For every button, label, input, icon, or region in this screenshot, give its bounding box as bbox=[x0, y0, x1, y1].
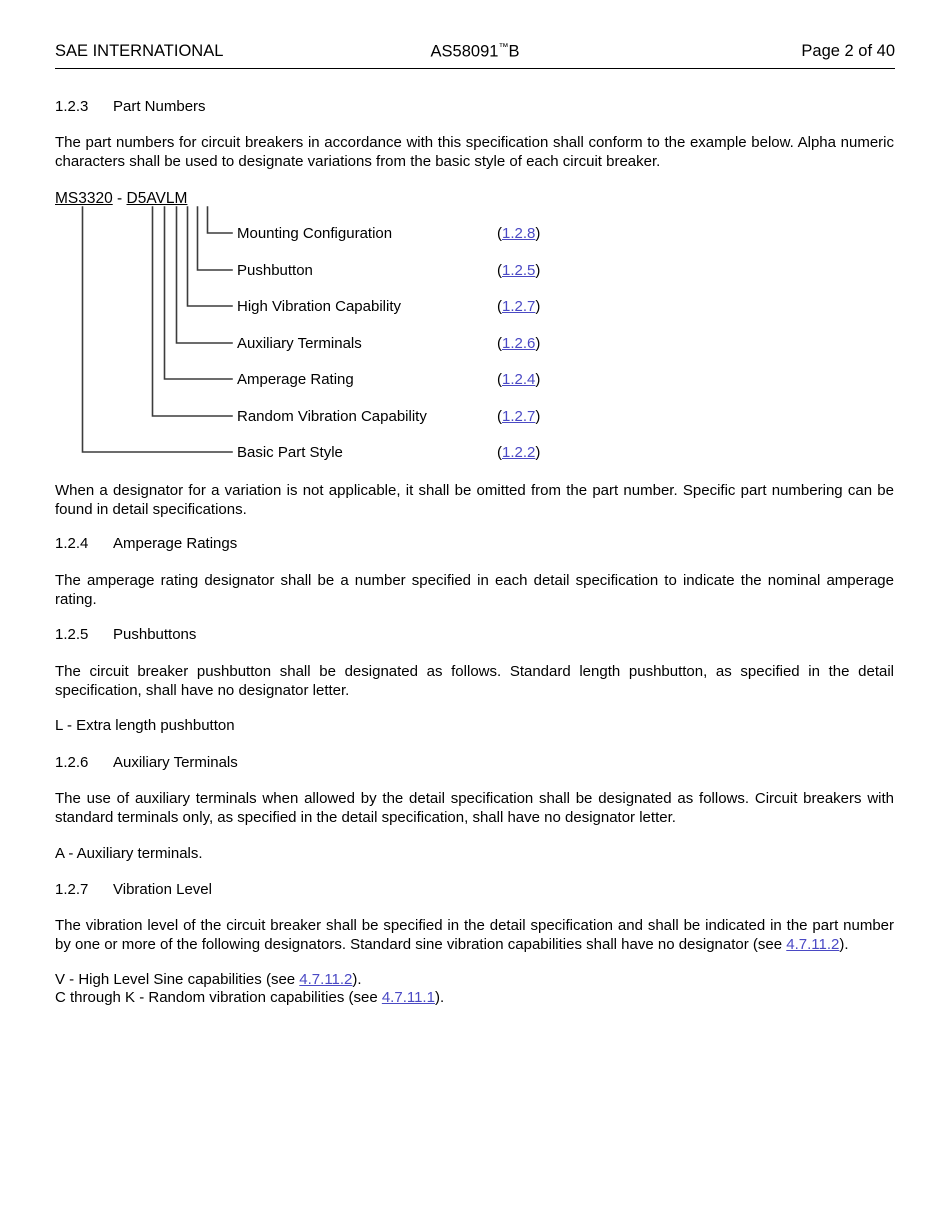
diagram-ref-random-vibration-capability bbox=[497, 408, 540, 426]
designator-pushbutton-l: L - Extra length pushbutton bbox=[55, 717, 235, 734]
cross-reference-link-4-7-11-2-sine[interactable]: 4.7.11.2 bbox=[299, 971, 353, 988]
part-number-variant: D5AVLM bbox=[126, 190, 188, 207]
diagram-ref-auxiliary-terminals bbox=[497, 335, 540, 353]
section-body-1-2-6: The use of auxiliary terminals when allowed by the detail specification shall be designated as follows. Circuit breakers with standard terminals only, as specified in the detail specification, shall have no designator letter. bbox=[55, 790, 894, 826]
paren-open: ( bbox=[497, 262, 502, 279]
cross-reference-link-4-7-11-2-body[interactable]: 4.7.11.2 bbox=[786, 935, 840, 953]
paren-close: ) bbox=[535, 262, 541, 279]
header-row bbox=[55, 42, 895, 66]
section-number-1-2-6: 1.2.6 bbox=[55, 754, 89, 771]
diagram-ref-mounting-configuration bbox=[497, 225, 540, 243]
header-divider bbox=[55, 68, 895, 69]
section-number-1-2-5: 1.2.5 bbox=[55, 626, 89, 643]
cross-reference-link-4-7-11-1-random[interactable]: 4.7.11.1 bbox=[381, 989, 435, 1006]
designator-ck-text-pre: C through K - Random vibration capabilities (see bbox=[55, 989, 382, 1006]
section-body-1-2-5: The circuit breaker pushbutton shall be designated as follows. Standard length pushbutton, as specified in the detail specification, shall have no designator letter. bbox=[55, 663, 894, 699]
section-heading-1-2-5 bbox=[55, 626, 196, 645]
diagram-label-pushbutton: Pushbutton bbox=[237, 262, 313, 279]
cross-reference-link-1-2-2[interactable]: 1.2.2 bbox=[502, 444, 536, 461]
cross-reference-link-1-2-7-high[interactable]: 1.2.7 bbox=[502, 298, 536, 315]
diagram-label-auxiliary-terminals: Auxiliary Terminals bbox=[237, 335, 362, 352]
cross-reference-link-1-2-5[interactable]: 1.2.5 bbox=[502, 262, 536, 279]
part-number-separator: - bbox=[112, 190, 127, 207]
paren-close: ) bbox=[535, 225, 541, 242]
header-document-revision: B bbox=[508, 42, 520, 61]
section-heading-1-2-4 bbox=[55, 535, 237, 554]
designator-vibration-v bbox=[55, 971, 894, 990]
paren-open: ( bbox=[497, 335, 502, 352]
paren-open: ( bbox=[497, 444, 502, 461]
section-number-1-2-4: 1.2.4 bbox=[55, 535, 89, 552]
header-document-id bbox=[55, 42, 895, 62]
paren-close: ) bbox=[535, 444, 541, 461]
designator-v-text-post: ). bbox=[352, 971, 362, 988]
section-heading-1-2-6 bbox=[55, 754, 238, 773]
diagram-label-amperage-rating: Amperage Rating bbox=[237, 371, 354, 388]
section-title-1-2-3: Part Numbers bbox=[113, 98, 206, 115]
paren-open: ( bbox=[497, 371, 502, 388]
diagram-label-high-vibration-capability: High Vibration Capability bbox=[237, 298, 401, 315]
diagram-ref-amperage-rating bbox=[497, 371, 540, 389]
part-number-base: MS3320 bbox=[55, 190, 113, 207]
designator-vibration-c-through-k bbox=[55, 989, 894, 1008]
diagram-label-basic-part-style: Basic Part Style bbox=[237, 444, 343, 461]
paren-close: ) bbox=[535, 335, 541, 352]
paren-close: ) bbox=[535, 408, 541, 425]
header-organization: SAE INTERNATIONAL bbox=[55, 42, 224, 60]
diagram-label-random-vibration-capability: Random Vibration Capability bbox=[237, 408, 427, 425]
section-title-1-2-4: Amperage Ratings bbox=[113, 535, 238, 552]
cross-reference-link-1-2-6[interactable]: 1.2.6 bbox=[502, 335, 536, 352]
part-number-breakdown-diagram bbox=[55, 205, 895, 467]
section-heading-1-2-3 bbox=[55, 98, 206, 117]
section-body-1-2-7 bbox=[55, 917, 894, 954]
section-body-1-2-7-text-1: The vibration level of the circuit breaker shall be specified in the detail specification and shall be indicated in the part number by one or more of the following designators. Standard sine vibration capabilities shall have no designator (see bbox=[55, 917, 894, 953]
section-body-1-2-3: The part numbers for circuit breakers in accordance with this specification shall conform to the example below. Alpha numeric characters shall be used to designate variations from the basic style of each circuit breaker. bbox=[55, 134, 894, 170]
diagram-ref-high-vibration-capability bbox=[497, 298, 540, 316]
cross-reference-link-1-2-8[interactable]: 1.2.8 bbox=[502, 225, 536, 242]
leader-lines bbox=[55, 205, 895, 467]
header-document-number: AS58091 bbox=[430, 42, 499, 61]
paren-close: ) bbox=[535, 371, 541, 388]
designator-ck-text-post: ). bbox=[434, 989, 445, 1006]
paren-open: ( bbox=[497, 408, 502, 425]
section-body-1-2-4: The amperage rating designator shall be a number specified in each detail specification to indicate the nominal amperage rating. bbox=[55, 572, 894, 608]
trademark-icon: ™ bbox=[498, 42, 509, 53]
paren-close: ) bbox=[535, 298, 541, 315]
header-page-number: Page 2 of 40 bbox=[801, 42, 895, 60]
paren-open: ( bbox=[497, 225, 502, 242]
section-number-1-2-7: 1.2.7 bbox=[55, 881, 89, 898]
section-body-1-2-7-text-2: ). bbox=[839, 935, 849, 953]
section-heading-1-2-7 bbox=[55, 881, 212, 900]
section-number-1-2-3: 1.2.3 bbox=[55, 98, 89, 115]
designator-v-text-pre: V - High Level Sine capabilities (see bbox=[55, 971, 300, 988]
section-title-1-2-6: Auxiliary Terminals bbox=[113, 754, 238, 771]
paren-open: ( bbox=[497, 298, 502, 315]
section-title-1-2-7: Vibration Level bbox=[113, 881, 212, 898]
cross-reference-link-1-2-4[interactable]: 1.2.4 bbox=[502, 371, 536, 388]
cross-reference-link-1-2-7-random[interactable]: 1.2.7 bbox=[502, 408, 536, 425]
page-header bbox=[55, 42, 895, 70]
diagram-label-mounting-configuration: Mounting Configuration bbox=[237, 225, 393, 242]
section-title-1-2-5: Pushbuttons bbox=[113, 626, 197, 643]
designator-auxiliary-terminals-a: A - Auxiliary terminals. bbox=[55, 845, 203, 862]
diagram-ref-pushbutton bbox=[497, 262, 540, 280]
diagram-ref-basic-part-style bbox=[497, 444, 540, 462]
note-after-diagram: When a designator for a variation is not applicable, it shall be omitted from the part number. Specific part numbering can be found in detail specifications. bbox=[55, 482, 894, 518]
